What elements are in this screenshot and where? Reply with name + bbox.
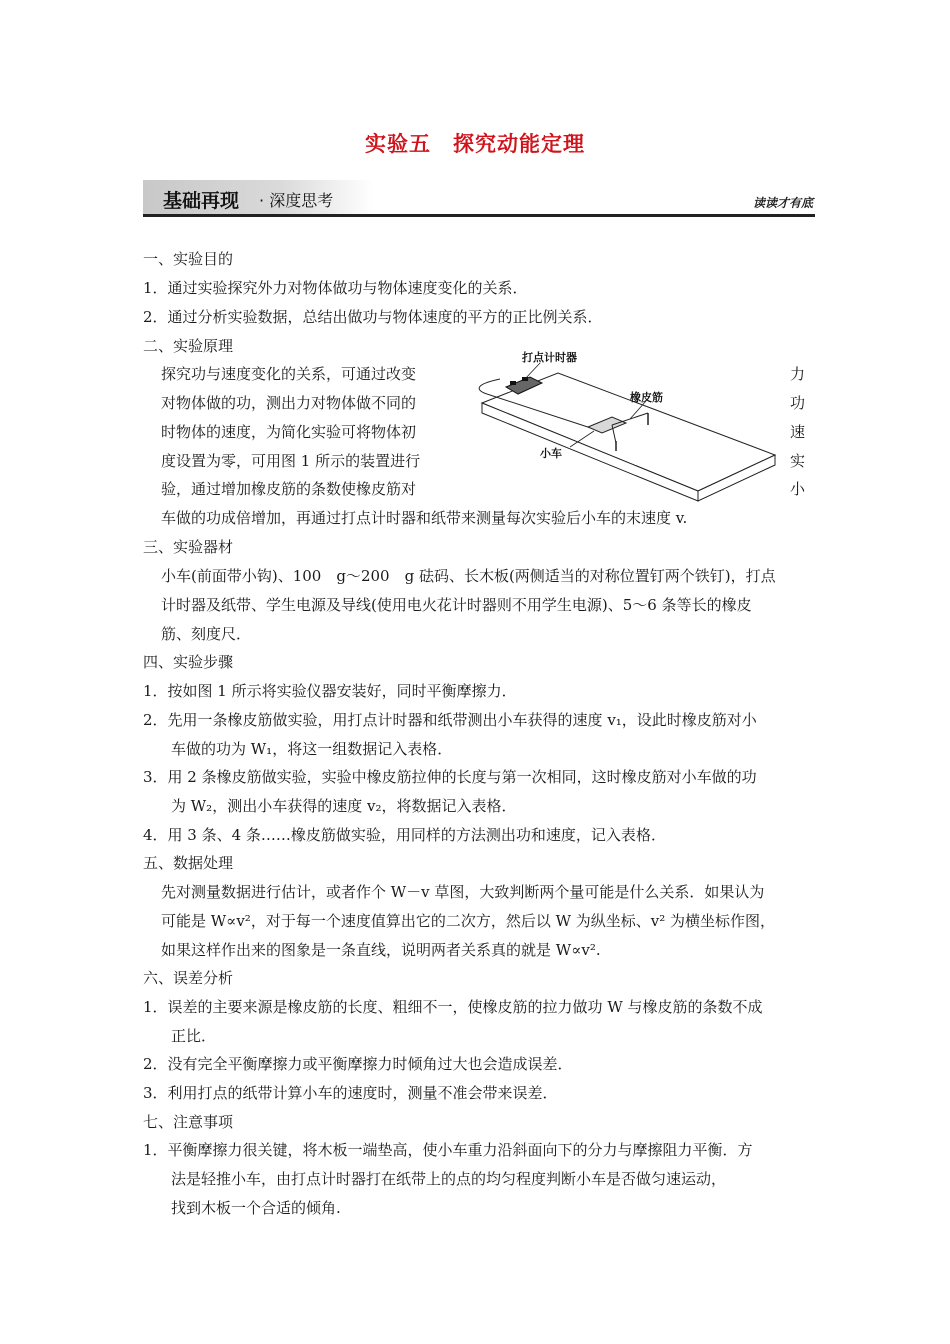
section-heading-6: 六、误差分析: [143, 969, 234, 987]
section-heading-2: 二、实验原理: [143, 337, 234, 355]
paragraph-line: 对物体做的功，测出力对物体做不同的: [161, 394, 417, 412]
section-heading-3: 三、实验器材: [143, 538, 234, 556]
section-banner: [143, 180, 815, 218]
list-item-continuation: 车做的功为 W₁，将这一组数据记入表格．: [171, 740, 453, 758]
list-item: 1．平衡摩擦力很关键，将木板一端垫高，使小车重力沿斜面向下的分力与摩擦阻力平衡．方: [143, 1141, 753, 1159]
paragraph-line: 先对测量数据进行估计，或者作个 W－v 草图，大致判断两个量可能是什么关系．如果认为: [161, 883, 765, 901]
paragraph-line: 计时器及纸带、学生电源及导线(使用电火花计时器则不用学生电源)、5～6 条等长的橡皮: [161, 596, 752, 614]
apparatus-drawing: [470, 343, 790, 515]
paragraph-line: 筋、刻度尺．: [161, 625, 252, 643]
section-heading-5: 五、数据处理: [143, 854, 234, 872]
paragraph-line-end: 小: [790, 480, 806, 498]
paragraph-line: 可能是 W∝v²，对于每一个速度值算出它的二次方，然后以 W 为纵坐标、v² 为横坐标作图，: [161, 912, 776, 930]
list-item: 4．用 3 条、4 条……橡皮筋做实验，用同样的方法测出功和速度，记入表格．: [143, 826, 666, 844]
list-item: 1．误差的主要来源是橡皮筋的长度、粗细不一，使橡皮筋的拉力做功 W 与橡皮筋的条数不成: [143, 998, 763, 1016]
page-title: 实验五 探究动能定理: [365, 132, 585, 156]
paragraph-line: 时物体的速度，为简化实验可将物体初: [161, 423, 417, 441]
label-timer: 打点计时器: [522, 351, 577, 364]
banner-dot: ·: [259, 191, 265, 210]
banner-rule: [143, 214, 815, 217]
apparatus-figure: [470, 343, 790, 515]
paragraph-line: 验，通过增加橡皮筋的条数使橡皮筋对: [161, 480, 417, 498]
paragraph-line-end: 速: [790, 423, 806, 441]
paragraph-line: 探究功与速度变化的关系，可通过改变: [161, 365, 417, 383]
list-item: 2．没有完全平衡摩擦力或平衡摩擦力时倾角过大也会造成误差．: [143, 1055, 573, 1073]
list-item-continuation: 正比．: [171, 1027, 217, 1045]
paragraph-line: 度设置为零，可用图 1 所示的装置进行: [161, 452, 421, 470]
list-item-continuation: 找到木板一个合适的倾角.: [171, 1199, 341, 1217]
banner-sub-label: [259, 188, 333, 211]
list-item-continuation: 为 W₂，测出小车获得的速度 v₂，将数据记入表格．: [171, 797, 517, 815]
paragraph-line: 小车(前面带小钩)、100 g～200 g 砝码、长木板(两侧适当的对称位置钉两个铁钉)，打点: [161, 567, 776, 585]
paragraph-line: 车做的功成倍增加，再通过打点计时器和纸带来测量每次实验后小车的末速度 v.: [161, 509, 688, 527]
banner-sub-text: 深度思考: [269, 191, 334, 210]
banner-right-label: 读读才有底: [752, 196, 813, 210]
list-item: 1．按如图 1 所示将实验仪器安装好，同时平衡摩擦力．: [143, 682, 517, 700]
list-item: 3．利用打点的纸带计算小车的速度时，测量不准会带来误差．: [143, 1084, 558, 1102]
section-heading-7: 七、注意事项: [143, 1113, 234, 1131]
paragraph-line-end: 实: [790, 452, 806, 470]
label-rubber-band: 橡皮筋: [630, 391, 663, 404]
label-cart: 小车: [540, 447, 562, 460]
section-heading-1: 一、实验目的: [143, 250, 234, 268]
section-heading-4: 四、实验步骤: [143, 653, 234, 671]
paragraph-line-end: 力: [790, 365, 806, 383]
list-item: 2．通过分析实验数据，总结出做功与物体速度的平方的正比例关系．: [143, 308, 603, 326]
list-item: 3．用 2 条橡皮筋做实验，实验中橡皮筋拉伸的长度与第一次相同，这时橡皮筋对小车做的功: [143, 768, 757, 786]
list-item: 2．先用一条橡皮筋做实验，用打点计时器和纸带测出小车获得的速度 v₁，设此时橡皮筋对小: [143, 711, 757, 729]
paragraph-line: 如果这样作出来的图象是一条直线，说明两者关系真的就是 W∝v².: [161, 941, 601, 959]
banner-main-label: 基础再现: [163, 190, 240, 212]
list-item-continuation: 法是轻推小车，由打点计时器打在纸带上的点的均匀程度判断小车是否做匀速运动，: [171, 1170, 727, 1188]
list-item: 1．通过实验探究外力对物体做功与物体速度变化的关系．: [143, 279, 528, 297]
paragraph-line-end: 功: [790, 394, 806, 412]
